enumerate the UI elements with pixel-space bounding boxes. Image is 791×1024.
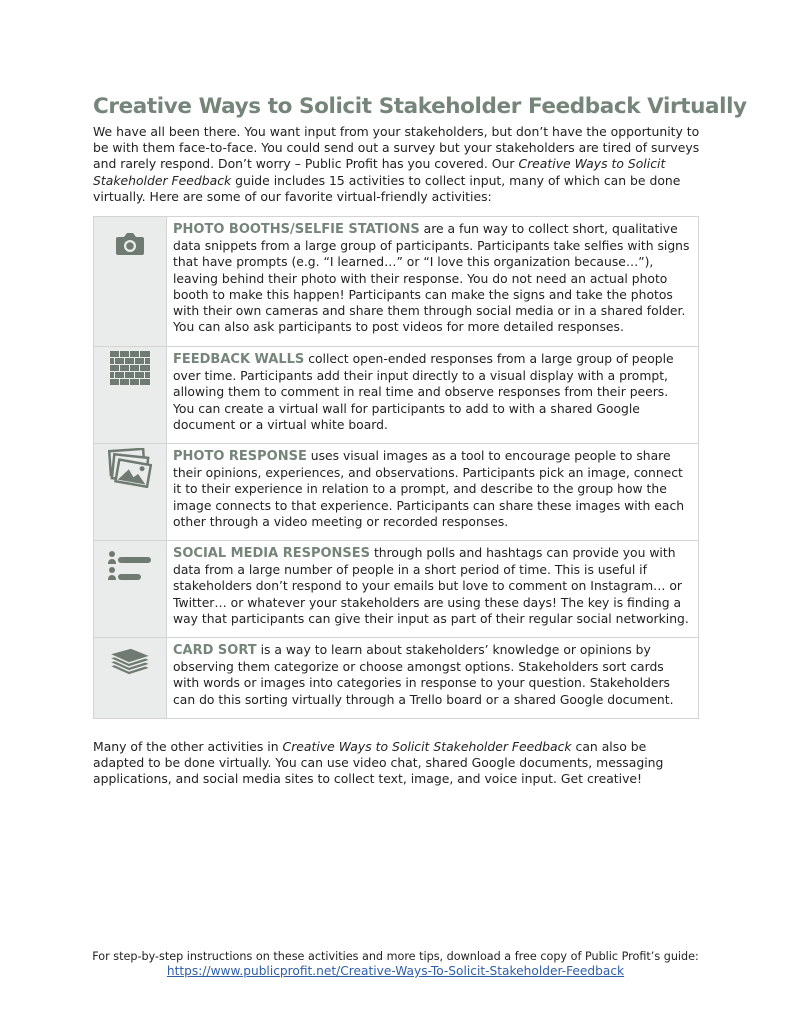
closing-text-end: can also be adapted to be done virtually. You can use video chat, shared Google documents, messaging applications, and social media sites to collect text, image, and voice input. Get creative! [93,739,664,787]
activity-icon-cell [94,638,167,719]
activity-text: are a fun way to collect short, qualitative data snippets from a large group of participants. Participants take selfies with signs that have prompts (e.g. “I learned…” or “I love this organization because…”), leaving behind their photo with their response. You do not need an actual photo booth to make this happen! Participants can make the signs and take the photos with their own cameras and share them through social media or in a shared folder. You can also ask participants to post videos for more detailed responses. [173,222,690,335]
activity-description [167,347,699,444]
activities-table [93,216,699,719]
activity-title: CARD SORT [173,643,257,658]
activity-title: FEEDBACK WALLS [173,352,305,367]
card-stack-icon [107,644,153,678]
activity-row-feedback-walls [94,347,699,444]
activity-description [167,217,699,347]
activity-title: SOCIAL MEDIA RESPONSES [173,546,371,561]
footer-text: For step-by-step instructions on these activities and more tips, download a free copy of Public Profit’s guide: [92,950,699,963]
activity-row-photo-booths [94,217,699,347]
intro-text-end: guide includes 15 activities to collect input, many of which can be done virtually. Here are some of our favorite virtual-friendly activities: [93,172,681,204]
activity-description [167,541,699,638]
activity-row-photo-response [94,444,699,541]
activity-icon-cell [94,347,167,444]
photos-icon [108,448,152,488]
activity-icon-cell [94,541,167,638]
activity-row-social-media [94,541,699,638]
intro-text-start: We have all been there. You want input from your stakeholders, but don’t have the opportunity to be with them face-to-face. You could send out a survey but your stakeholders are tired of surveys and rarely respond. Don’t worry – Public Profit has you covered. Our [93,124,700,172]
activity-title: PHOTO BOOTHS/SELFIE STATIONS [173,222,420,237]
intro-guide-name: Creative Ways to Solicit Stakeholder Feedback [93,156,666,188]
activity-text: through polls and hashtags can provide you with data from a large number of people in a short period of time. This is useful if stakeholders don’t respond to your emails but love to comment on Instagram… or Twitter… or whatever your stakeholders are using these days! The key is finding a way that participants can give their input as part of their regular social networking. [173,546,689,626]
activity-text: uses visual images as a tool to encourage people to share their opinions, experiences, and observations. Participants pick an image, connect it to their experience in relation to a prompt, and describe to the group how the image connects to that experience. Participants can share these images with each other through a video meeting or recorded responses. [173,449,685,529]
activity-description [167,444,699,541]
closing-paragraph [93,739,699,788]
activity-icon-cell [94,217,167,347]
activity-title: PHOTO RESPONSE [173,449,307,464]
intro-paragraph [93,124,703,205]
closing-text-start: Many of the other activities in [93,739,283,754]
social-feed-icon [108,551,152,583]
activity-row-card-sort [94,638,699,719]
camera-icon [115,231,145,257]
activity-text: is a way to learn about stakeholders’ knowledge or opinions by observing them categorize or choose amongst options. Stakeholders sort cards with words or images into categories in response to your question. Stakeholders can do this sorting virtually through a Trello board or a shared Google document. [173,643,674,707]
activity-icon-cell [94,444,167,541]
activity-description [167,638,699,719]
footer [60,949,731,979]
closing-guide-name: Creative Ways to Solicit Stakeholder Feedback [282,739,572,754]
activity-text: collect open-ended responses from a large group of people over time. Participants add their input directly to a visual display with a prompt, allowing them to comment in real time and observe responses from their peers. You can create a virtual wall for participants to add to with a shared Google document or a virtual white board. [173,352,674,432]
brick-wall-icon [110,351,150,391]
guide-download-link[interactable]: https://www.publicprofit.net/Creative-Ways-To-Solicit-Stakeholder-Feedback [166,964,625,978]
page-title: Creative Ways to Solicit Stakeholder Feedback Virtually [93,94,747,119]
